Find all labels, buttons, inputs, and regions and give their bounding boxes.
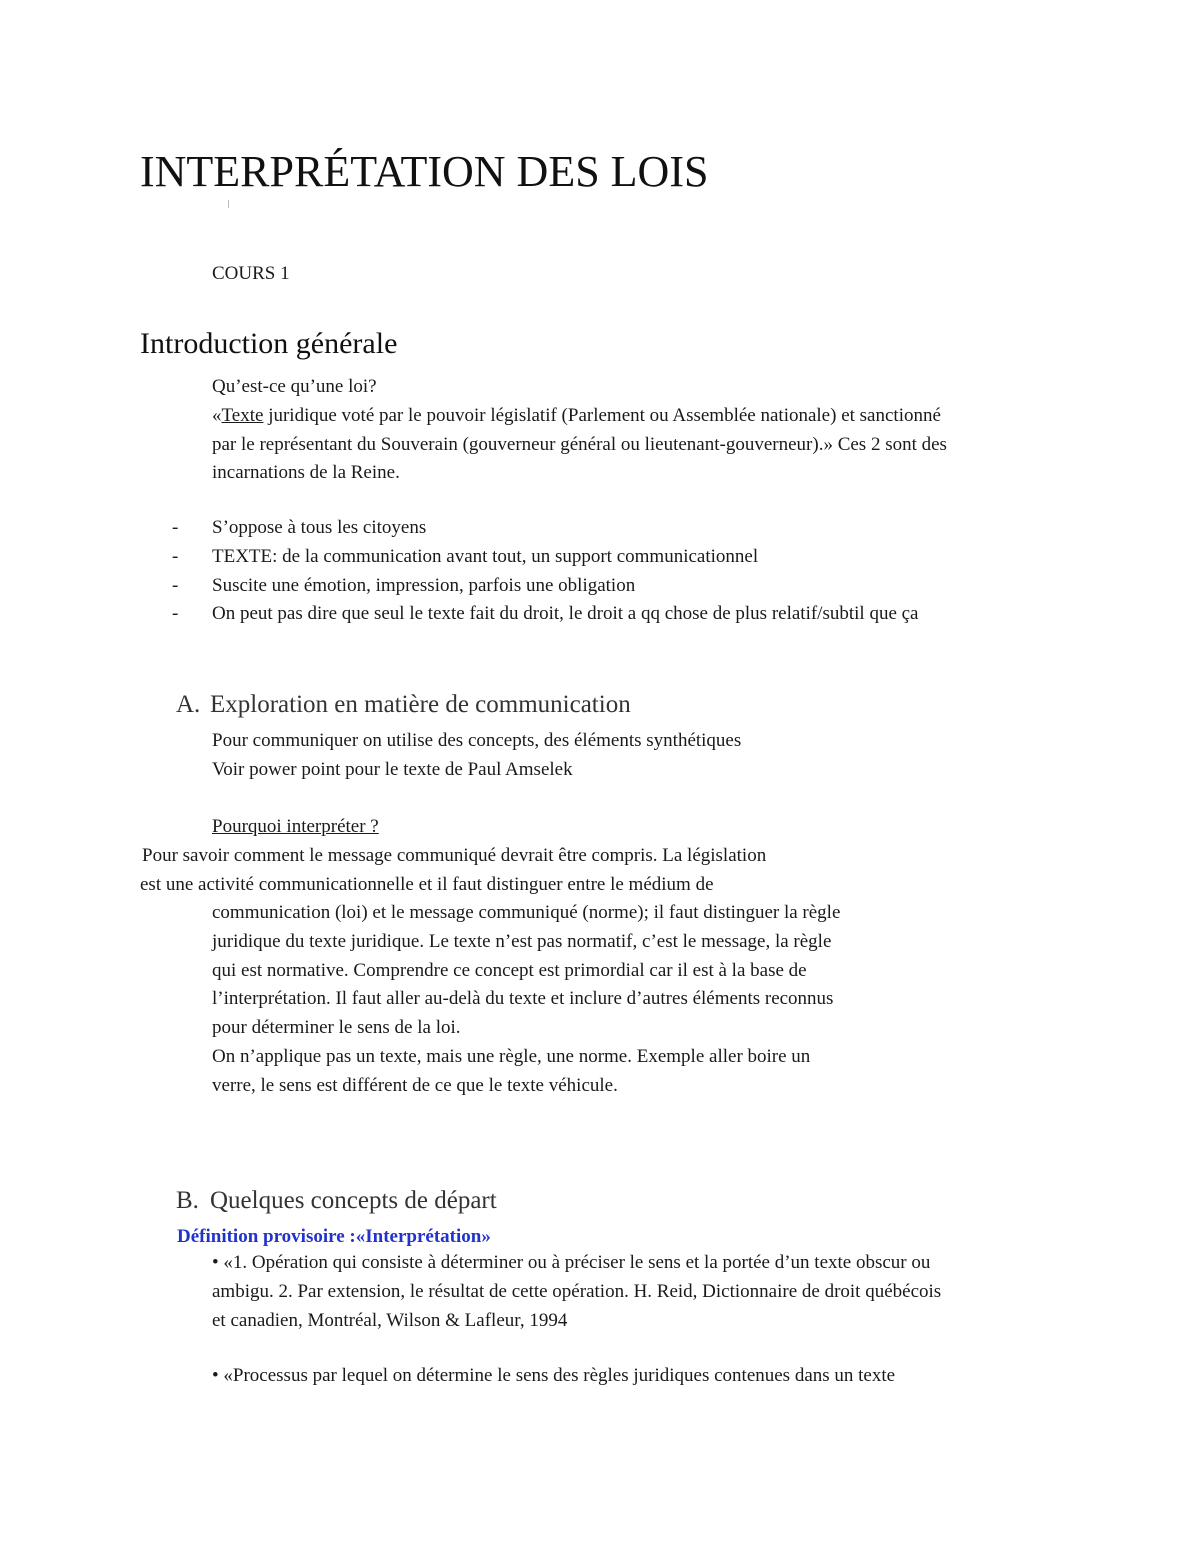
why-line-2: est une activité communicationnelle et il faut distinguer entre le médium de xyxy=(140,874,714,895)
bullet-list xyxy=(172,514,919,629)
intro-definition-line-1 xyxy=(212,402,947,431)
underlined-word: Texte xyxy=(221,404,264,426)
section-a-paragraph: Pour communiquer on utilise des concepts, des éléments synthétiques Voir power point pour le texte de Paul Amselek xyxy=(212,730,742,780)
bullet-marker: - xyxy=(172,517,179,538)
bullet-marker: - xyxy=(172,574,179,596)
definition-heading: Définition provisoire :«Interprétation» xyxy=(177,1226,491,1247)
intro-definition-line-2: par le représentant du Souverain (gouverneur général ou lieutenant-gouverneur).» Ces 2 sont des xyxy=(212,433,947,455)
section-title: Exploration en matière de communication xyxy=(210,691,631,718)
open-quote: « xyxy=(212,404,222,426)
list-item: - Suscite une émotion, impression, parfois une obligation xyxy=(172,572,919,601)
definition-paragraph: • «1. Opération qui consiste à déterminer ou à préciser le sens et la portée d’un texte obscur ou ambigu. 2. Par extension, le résultat de cette opération. H. Reid, Dictionnaire de droit québécois et canadien, Montréal, Wilson & Lafleur, 1994 xyxy=(212,1252,942,1331)
definition-2: • «Processus par lequel on détermine le sens des règles juridiques contenues dans un texte xyxy=(212,1365,896,1386)
why-line-1: Pour savoir comment le message communiqué devrait être compris. La législation xyxy=(142,845,767,866)
section-title: Quelques concepts de départ xyxy=(210,1187,497,1214)
section-letter: B. xyxy=(176,1187,199,1214)
intro-definition-line-3: incarnations de la Reine. xyxy=(212,462,400,484)
section-b-heading xyxy=(176,1184,497,1218)
bullet-marker: - xyxy=(172,545,179,567)
document-title: INTERPRÉTATION DES LOIS xyxy=(140,147,709,196)
section-letter: A. xyxy=(176,691,201,718)
course-number: COURS 1 xyxy=(212,263,290,284)
section-a-heading xyxy=(176,688,631,722)
why-paragraph: communication (loi) et le message communiqué (norme); il faut distinguer la règle juridique du texte juridique. Le texte n’est pas normatif, c’est le message, la règle qui est normative. Comprendre ce concept est primordial car il est à la base de l’interprétation. Il faut aller au-delà du texte et inclure d’autres éléments reconnus pour déterminer le sens de la loi. On n’applique pas un texte, mais une règle, une norme. Exemple aller boire un verre, le sens est différent de ce que le texte véhicule. xyxy=(212,902,841,1096)
bullet-marker: - xyxy=(172,603,179,625)
list-item: - TEXTE: de la communication avant tout, un support communicationnel xyxy=(172,543,919,572)
list-item: - On peut pas dire que seul le texte fait du droit, le droit a qq chose de plus relatif/subtil que ça xyxy=(172,600,919,629)
why-interpret-heading: Pourquoi interpréter ? xyxy=(212,816,379,837)
intro-paragraph xyxy=(212,373,947,488)
cursor-mark xyxy=(228,200,229,208)
intro-question: Qu’est-ce qu’une loi? xyxy=(212,376,377,397)
definition-line-1-rest: juridique voté par le pouvoir législatif (Parlement ou Assemblée nationale) et sanctionné xyxy=(263,404,941,426)
intro-heading: Introduction générale xyxy=(140,327,398,360)
list-item: - S’oppose à tous les citoyens xyxy=(172,514,919,543)
